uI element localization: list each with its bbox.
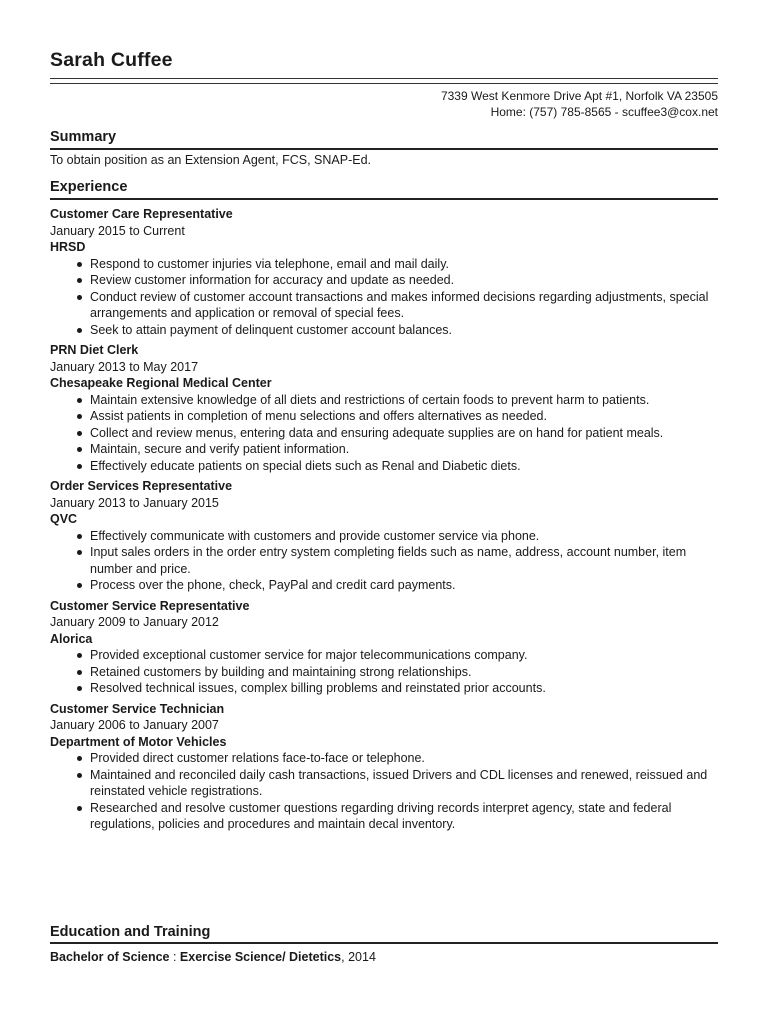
degree: Bachelor of Science [50, 950, 170, 964]
job-duty-item: Effectively educate patients on special diets such as Renal and Diabetic diets. [90, 458, 718, 475]
job-title: Customer Service Representative [50, 598, 250, 613]
job-duty-item: Assist patients in completion of menu selections and offers alternatives as needed. [90, 408, 718, 425]
job-duty-item: Effectively communicate with customers and provide customer service via phone. [90, 528, 718, 545]
job-dates: January 2006 to January 2007 [50, 718, 219, 732]
job-dates: January 2015 to Current [50, 223, 185, 238]
job-entry [50, 598, 718, 697]
job-duty-item: Maintain extensive knowledge of all diets and restrictions of certain foods to prevent harm to patients. [90, 392, 718, 409]
job-dates: January 2013 to January 2015 [50, 495, 219, 510]
job-duty-item: Maintain, secure and verify patient information. [90, 441, 718, 458]
candidate-name: Sarah Cuffee [50, 49, 173, 71]
job-duties [50, 750, 718, 833]
job-title: Customer Care Representative [50, 207, 233, 221]
summary-heading: Summary [50, 129, 117, 145]
job-duties [50, 647, 718, 697]
job-dates: January 2013 to May 2017 [50, 359, 199, 374]
job-title: Order Services Representative [50, 479, 233, 493]
job-company: QVC [50, 512, 78, 526]
job-entry [50, 342, 718, 474]
experience-list [50, 206, 718, 837]
experience-heading: Experience [50, 179, 128, 195]
job-duty-item: Respond to customer injuries via telephone, email and mail daily. [90, 256, 718, 273]
education-heading: Education and Training [50, 924, 211, 940]
job-duties [50, 528, 718, 594]
job-duty-item: Collect and review menus, entering data and ensuring adequate supplies are on hand for patient meals. [90, 425, 718, 442]
contact-line: Home: (757) 785-8565 - scuffee3@cox.net [490, 105, 718, 119]
job-duty-item: Conduct review of customer account transactions and makes informed decisions regarding adjustments, special arrangements and application or removal of special fees. [90, 289, 718, 322]
job-duties [50, 392, 718, 475]
summary-divider [50, 148, 718, 150]
job-dates: January 2009 to January 2012 [50, 615, 219, 629]
job-entry [50, 478, 718, 594]
job-duties [50, 256, 718, 339]
job-duty-item: Researched and resolve customer questions regarding driving records interpret agency, state and federal regulations, policies and procedures and maintain decal inventory. [90, 800, 718, 833]
job-title: Customer Service Technician [50, 701, 225, 716]
job-duty-item: Provided direct customer relations face-to-face or telephone. [90, 750, 718, 767]
education-divider [50, 942, 718, 944]
job-duty-item: Process over the phone, check, PayPal and credit card payments. [90, 577, 718, 594]
education-entry [50, 950, 376, 964]
job-duty-item: Retained customers by building and maintaining strong relationships. [90, 664, 718, 681]
job-company: HRSD [50, 240, 86, 254]
header-divider [50, 78, 718, 84]
job-title: PRN Diet Clerk [50, 343, 139, 357]
contact-block [441, 88, 718, 120]
job-company: Chesapeake Regional Medical Center [50, 376, 272, 390]
job-company: Department of Motor Vehicles [50, 734, 227, 749]
job-duty-item: Resolved technical issues, complex billing problems and reinstated prior accounts. [90, 680, 718, 697]
graduation-year: , 2014 [341, 950, 376, 964]
job-company: Alorica [50, 631, 93, 646]
job-entry [50, 206, 718, 338]
summary-text: To obtain position as an Extension Agent, FCS, SNAP-Ed. [50, 153, 372, 167]
job-duty-item: Provided exceptional customer service for major telecommunications company. [90, 647, 718, 664]
job-duty-item: Input sales orders in the order entry system completing fields such as name, address, account number, item number and price. [90, 544, 718, 577]
job-duty-item: Seek to attain payment of delinquent customer account balances. [90, 322, 718, 339]
job-entry [50, 701, 718, 833]
address-line: 7339 West Kenmore Drive Apt #1, Norfolk VA 23505 [440, 89, 718, 103]
job-duty-item: Maintained and reconciled daily cash transactions, issued Drivers and CDL licenses and renewed, reissued and reinstated vehicle registrations. [90, 767, 718, 800]
experience-divider [50, 198, 718, 200]
degree-separator: : [169, 950, 180, 964]
field-of-study: Exercise Science/ Dietetics [179, 950, 342, 964]
job-duty-item: Review customer information for accuracy and update as needed. [90, 272, 718, 289]
